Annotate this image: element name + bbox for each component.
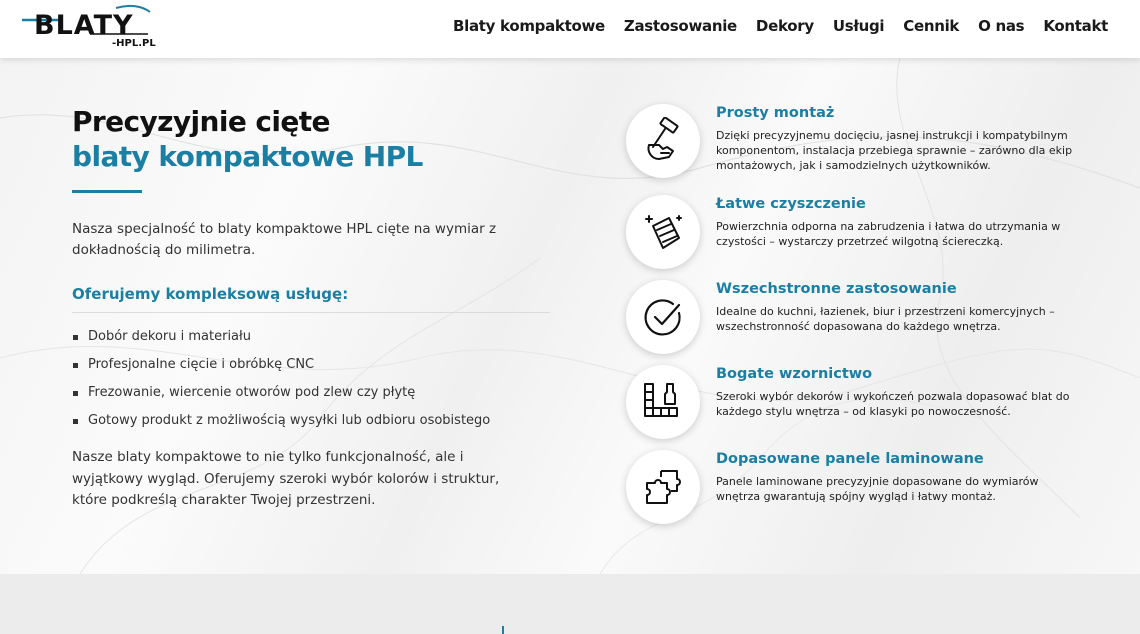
feature-text: Dzięki precyzyjnemu docięciu, jasnej instrukcji i kompatybilnym komponentom, instalacja przebiega sprawnie – zarówno dla ekip montażowych, jak i samodzielnych użytkowników. [716,129,1073,172]
services-list [72,323,552,435]
nav-cennik[interactable]: Cennik [903,17,960,35]
puzzle-icon [626,450,700,524]
logo-subtext: -HPL.PL [112,38,156,49]
main-nav [453,17,1108,35]
feature-title: Prosty montaż [716,105,835,121]
feature-dopasowane-panele [626,450,1086,530]
hero-title-line2: blaty kompaktowe HPL [72,140,423,173]
list-item: Profesjonalne cięcie i obróbkę CNC [72,351,552,379]
feature-text: Szeroki wybór dekorów i wykończeń pozwala dopasować blat do każdego stylu wnętrza – od klasyki po nowoczesność. [716,390,1070,418]
hammer-hand-icon [626,104,700,178]
list-item: Frezowanie, wiercenie otworów pod zlew czy płytę [72,379,552,407]
hero-title-line1: Precyzyjnie cięte [72,105,330,138]
hero-intro: Nasza specjalność to blaty kompaktowe HPL cięte na wymiar z dokładnością do milimetra. [72,221,497,258]
section-accent-mark [502,626,504,634]
hero-section [0,58,1140,574]
feature-title: Bogate wzornictwo [716,366,873,382]
cleaning-cloth-icon [626,195,700,269]
feature-prosty-montaz [626,104,1086,184]
list-item: Dobór dekoru i materiału [72,323,552,351]
feature-bogate-wzornictwo [626,365,1086,445]
title-accent-line [72,190,142,193]
logo[interactable] [20,4,160,52]
nav-dekory[interactable]: Dekory [755,17,814,35]
site-header [0,0,1140,58]
nav-zastosowanie[interactable]: Zastosowanie [623,17,737,35]
list-item: Gotowy produkt z możliwością wysyłki lub odbioru osobistego [72,407,552,435]
color-swatch-icon [626,365,700,439]
nav-uslugi[interactable]: Usługi [832,17,885,35]
nav-blaty-kompaktowe[interactable]: Blaty kompaktowe [452,17,605,35]
next-section-band [0,574,1140,634]
hero-outro: Nasze blaty kompaktowe to nie tylko funkcjonalność, ale i wyjątkowy wygląd. Oferujemy szeroki wybór kolorów i struktur, które podkreślą charakter Twojej przestrzeni. [72,449,500,508]
services-heading: Oferujemy kompleksową usługę: [72,285,349,303]
feature-latwe-czyszczenie [626,195,1086,275]
hero-content [72,104,552,512]
feature-text: Panele laminowane precyzyjnie dopasowane do wymiarów wnętrza gwarantują spójny wygląd i łatwy montaż. [716,475,1039,503]
feature-wszechstronne-zastosowanie [626,280,1086,360]
checkmark-circle-icon [626,280,700,354]
feature-title: Wszechstronne zastosowanie [716,281,957,297]
feature-title: Dopasowane panele laminowane [716,451,984,467]
logo-wordmark: BLATY [34,10,134,41]
feature-text: Powierzchnia odporna na zabrudzenia i łatwa do utrzymania w czystości – wystarczy przetrzeć wilgotną ściereczką. [716,220,1061,248]
feature-title: Łatwe czyszczenie [716,196,866,212]
nav-kontakt[interactable]: Kontakt [1043,17,1108,35]
services-divider [72,312,550,313]
nav-o-nas[interactable]: O nas [978,17,1025,35]
feature-text: Idealne do kuchni, łazienek, biur i przestrzeni komercyjnych – wszechstronność dopasowana do każdego wnętrza. [716,305,1055,333]
